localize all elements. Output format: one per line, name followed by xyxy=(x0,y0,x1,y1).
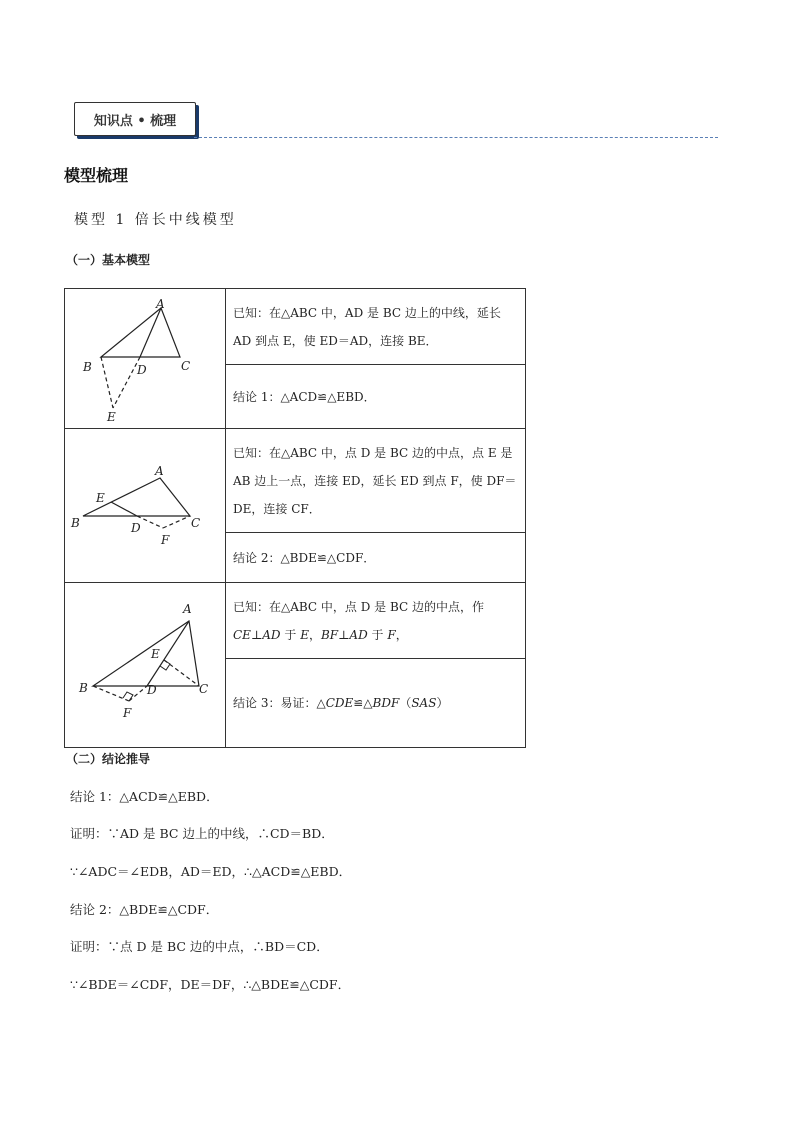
conclusion-1: 结论 1：△ACD≌△EBD． xyxy=(226,365,526,429)
label-A: A xyxy=(155,463,164,478)
label-E: E xyxy=(107,409,116,424)
given-3-line-2: CE⊥AD 于 E，BF⊥AD 于 F， xyxy=(233,627,408,642)
figure-1 xyxy=(65,290,225,428)
given-3 xyxy=(226,583,526,659)
given-3-line-1: 已知：在△ABC 中，点 D 是 BC 边的中点，作 xyxy=(233,599,485,614)
model-table xyxy=(64,288,526,748)
label-B: B xyxy=(83,359,92,374)
derivation-line-1: 结论 1：△ACD≌△EBD． xyxy=(70,789,219,804)
label-A: A xyxy=(183,602,192,616)
section-title: 模型梳理 xyxy=(64,166,129,185)
label-F: F xyxy=(123,706,132,720)
label-B: B xyxy=(71,515,80,530)
label-E: E xyxy=(96,490,105,505)
section-header-label: 知识点 • 梳理 xyxy=(93,113,177,129)
figure-2 xyxy=(65,430,225,582)
figure-2-cell xyxy=(65,429,226,583)
label-D: D xyxy=(137,362,147,377)
derivation-line-3: ∵∠ADC＝∠EDB，AD＝ED，∴△ACD≌△EBD． xyxy=(70,864,352,879)
derivation-title: （二）结论推导 xyxy=(66,752,151,766)
label-D: D xyxy=(147,683,157,697)
derivation-line-2: 证明：∵AD 是 BC 边上的中线，∴CD＝BD． xyxy=(70,826,334,841)
conclusion-2: 结论 2：△BDE≌△CDF． xyxy=(226,533,526,583)
label-E: E xyxy=(151,647,160,661)
label-B: B xyxy=(79,681,88,695)
derivation-line-5: 证明：∵点 D 是 BC 边的中点，∴BD＝CD． xyxy=(70,939,329,954)
model-row-2 xyxy=(65,429,526,533)
label-C: C xyxy=(191,515,201,530)
figure-3 xyxy=(65,583,225,747)
conclusion-3: 结论 3：易证：△CDE≌△BDF（SAS） xyxy=(226,659,526,748)
basic-model-title: （一）基本模型 xyxy=(66,253,151,267)
section-header-badge xyxy=(74,102,196,136)
label-F: F xyxy=(161,532,170,547)
given-1: 已知：在△ABC 中，AD 是 BC 边上的中线，延长 AD 到点 E，使 ED＝AD，连接 BE． xyxy=(226,289,526,365)
given-2: 已知：在△ABC 中，点 D 是 BC 边的中点，点 E 是 AB 边上一点，连接 ED，延长 ED 到点 F，使 DF＝DE，连接 CF． xyxy=(226,429,526,533)
derivation-line-4: 结论 2：△BDE≌△CDF． xyxy=(70,902,219,917)
figure-1-cell xyxy=(65,289,226,429)
label-D: D xyxy=(131,520,141,535)
figure-3-cell xyxy=(65,583,226,748)
derivation-line-6: ∵∠BDE＝∠CDF，DE＝DF，∴△BDE≌△CDF． xyxy=(70,977,351,992)
model-row-1 xyxy=(65,289,526,365)
label-A: A xyxy=(156,296,165,311)
header-divider xyxy=(194,137,718,138)
model-row-3 xyxy=(65,583,526,659)
label-C: C xyxy=(181,358,191,373)
model-title: 模型 1 倍长中线模型 xyxy=(74,212,237,228)
label-C: C xyxy=(199,682,209,696)
